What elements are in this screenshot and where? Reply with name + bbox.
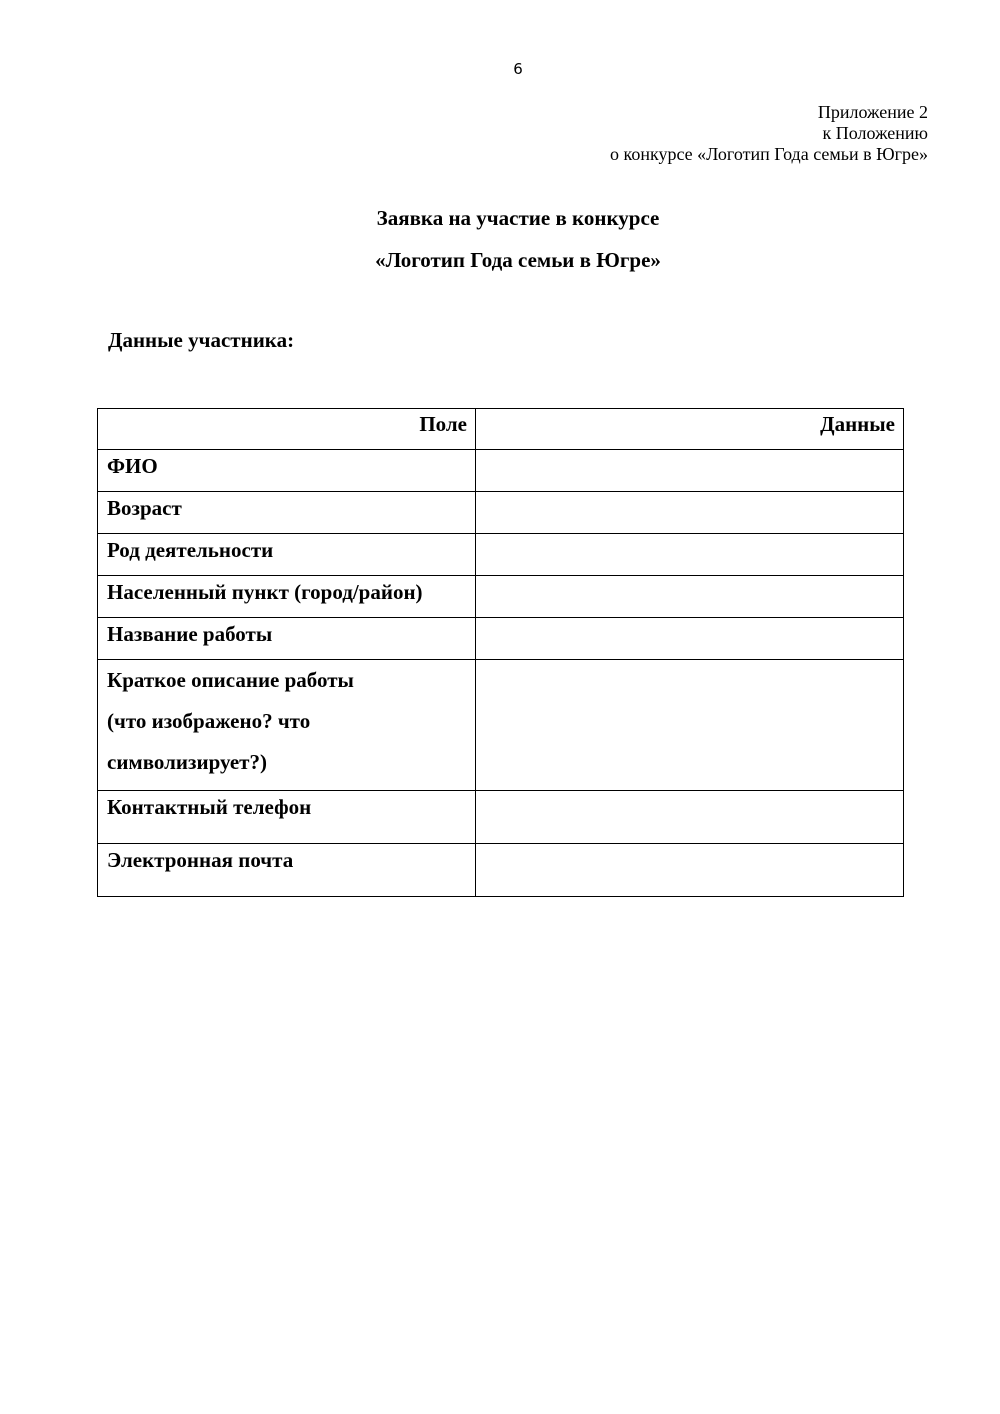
- table-row: [98, 844, 904, 897]
- column-header-field: Поле: [98, 409, 476, 450]
- table-header-row: [98, 409, 904, 450]
- table-row: [98, 576, 904, 618]
- section-heading: Данные участника:: [108, 328, 295, 352]
- field-label-email: Электронная почта: [98, 844, 476, 897]
- data-cell-phone[interactable]: [476, 791, 904, 844]
- table-row: [98, 660, 904, 791]
- participant-data-table: [97, 408, 904, 897]
- table-row: [98, 534, 904, 576]
- appendix-line-2: к Положению: [822, 123, 928, 143]
- field-label-age: Возраст: [98, 492, 476, 534]
- data-cell-work-description[interactable]: [476, 660, 904, 791]
- field-label-work-description: [98, 660, 476, 791]
- table-row: [98, 618, 904, 660]
- data-cell-work-title[interactable]: [476, 618, 904, 660]
- table-row: [98, 791, 904, 844]
- data-cell-email[interactable]: [476, 844, 904, 897]
- field-label-line: Краткое описание работы: [107, 668, 354, 692]
- page-number: 6: [513, 60, 523, 78]
- field-label-fio: ФИО: [98, 450, 476, 492]
- field-label-occupation: Род деятельности: [98, 534, 476, 576]
- appendix-line-3: о конкурсе «Логотип Года семьи в Югре»: [610, 144, 928, 164]
- data-cell-age[interactable]: [476, 492, 904, 534]
- field-label-work-title: Название работы: [98, 618, 476, 660]
- field-label-line: символизирует?): [107, 750, 267, 774]
- document-title-line-1: Заявка на участие в конкурсе: [376, 206, 660, 230]
- document-title-line-2: «Логотип Года семьи в Югре»: [375, 248, 661, 272]
- table-row: [98, 450, 904, 492]
- column-header-data: Данные: [476, 409, 904, 450]
- data-cell-occupation[interactable]: [476, 534, 904, 576]
- field-label-phone: Контактный телефон: [98, 791, 476, 844]
- data-cell-locality[interactable]: [476, 576, 904, 618]
- appendix-line-1: Приложение 2: [817, 102, 928, 122]
- field-label-line: (что изображено? что: [107, 709, 311, 733]
- data-cell-fio[interactable]: [476, 450, 904, 492]
- field-label-locality: Населенный пункт (город/район): [98, 576, 476, 618]
- appendix-note: [610, 102, 928, 165]
- table-row: [98, 492, 904, 534]
